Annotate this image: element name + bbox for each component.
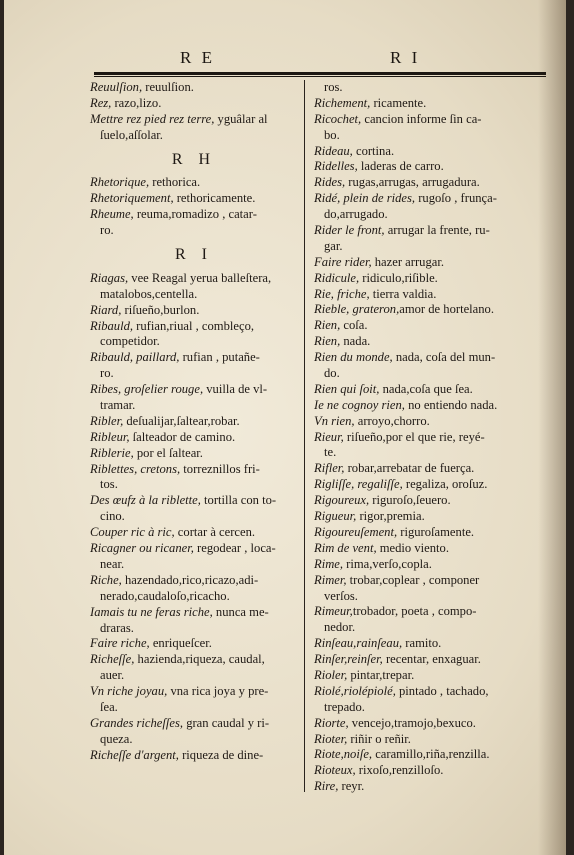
definition: auer. [100, 668, 125, 683]
definition: vuilla de vl- [203, 382, 268, 397]
entry-line [90, 557, 298, 573]
header-rule [94, 72, 546, 75]
entry-line [314, 589, 526, 605]
running-header [4, 48, 566, 72]
entry-line [314, 541, 526, 557]
entry-line [90, 80, 298, 96]
entry-line [90, 287, 298, 303]
headword: Mettre rez pied rez terre, [90, 111, 215, 126]
headword: Ribes, groſelier rouge, [90, 382, 204, 397]
headword: Rinſer,reinſer, [314, 652, 383, 667]
headword: Iamais tu ne feras riche, [90, 604, 213, 619]
headword: Riblettes, cretons, [90, 461, 181, 476]
definition: ſuelo,aſſolar. [100, 127, 163, 142]
definition: ramito. [402, 636, 442, 651]
entry-line [314, 525, 526, 541]
entry-line [314, 779, 526, 795]
entry-line [314, 207, 526, 223]
entry-line [314, 255, 526, 271]
entry-line [314, 287, 526, 303]
definition: amor de hortelano. [399, 302, 495, 317]
headword: Riote,noiſe, [314, 747, 373, 762]
headword: Rigliſſe, regaliſſe, [314, 477, 403, 492]
entry-line [314, 128, 526, 144]
headword: Rioteux, [314, 763, 356, 778]
headword: Riblerie, [90, 445, 134, 460]
headword: Rire, [314, 779, 339, 794]
headword: Rien, [314, 318, 341, 333]
entry-line [314, 716, 526, 732]
headword: Rifler, [314, 461, 345, 476]
headword: Rigoureux, [314, 493, 370, 508]
definition: medio viento. [376, 540, 449, 555]
headword: Ridé, plein de rides, [314, 191, 416, 206]
headword: Faire riche, [90, 636, 150, 651]
definition: reyr. [338, 779, 365, 794]
headword: Grandes richeſſes, [90, 715, 184, 730]
entry-line [314, 350, 526, 366]
headword: Rides, [314, 175, 346, 190]
definition: nunca me- [212, 604, 269, 619]
definition: riqueza de dine- [178, 747, 264, 762]
definition: ricamente. [370, 95, 427, 110]
definition: torreznillos fri- [180, 461, 260, 476]
definition: bo. [324, 127, 340, 142]
definition: gar. [324, 238, 343, 253]
headword: Rie, friche, [314, 286, 370, 301]
definition: tramar. [100, 398, 136, 413]
headword: Ricagner ou ricaner, [90, 541, 194, 556]
entry-line [314, 763, 526, 779]
entry-line [314, 159, 526, 175]
entry-line [314, 445, 526, 461]
entry-line [314, 112, 526, 128]
headword: Ribler, [90, 413, 124, 428]
headword: Rimer, [314, 572, 347, 587]
entry-line [90, 684, 298, 700]
right-column [314, 80, 526, 795]
definition: matalobos,centella. [100, 286, 198, 301]
definition: tortilla con to- [200, 493, 277, 508]
entry-line [314, 96, 526, 112]
definition: nada,coſa que ſea. [379, 381, 473, 396]
headword: Rhetorique, [90, 175, 150, 190]
headword: Des œufz à la riblette, [90, 493, 201, 508]
definition: deſualijar,ſaltear,robar. [123, 413, 240, 428]
headword: Rinſeau,rainſeau, [314, 636, 403, 651]
entry-line [314, 144, 526, 160]
definition: trobador, poeta , compo- [352, 604, 477, 619]
definition: regaliza, oroſuz. [402, 477, 488, 492]
definition: recentar, enxaguar. [382, 652, 481, 667]
entry-line [90, 668, 298, 684]
entry-line [90, 589, 298, 605]
definition: hazendado,rico,ricazo,adi- [121, 572, 259, 587]
headword: Ribauld, paillard, [90, 350, 180, 365]
entry-line [90, 112, 298, 128]
header-left: R E [180, 48, 215, 67]
definition: rima,verſo,copla. [343, 556, 432, 571]
entry-line [90, 398, 298, 414]
definition: nedor. [324, 620, 356, 635]
definition: ſalteador de camino. [129, 429, 236, 444]
headword: Vn rien, [314, 413, 355, 428]
headword: Rioter, [314, 731, 348, 746]
entry-line [90, 748, 298, 764]
definition: riñir o reñir. [347, 731, 411, 746]
entry-line [90, 191, 298, 207]
definition: nada, coſa del mun- [392, 350, 496, 365]
headword: Riolé,riolépiolé, [314, 683, 396, 698]
headword: Rioler, [314, 667, 348, 682]
entry-line [90, 382, 298, 398]
entry-line [314, 700, 526, 716]
definition: competidor. [100, 334, 160, 349]
definition: trobar,coplear , componer [346, 572, 480, 587]
definition: robar,arrebatar de fuerça. [344, 461, 475, 476]
spine-shadow [538, 0, 566, 855]
headword: Ribauld, [90, 318, 134, 333]
entry-line [314, 684, 526, 700]
entry-line [90, 207, 298, 223]
definition: riſueño,burlon. [121, 302, 200, 317]
entry-line [90, 462, 298, 478]
headword: Rim de vent, [314, 540, 377, 555]
entry-line [314, 366, 526, 382]
definition: ro. [100, 223, 114, 238]
definition: draras. [100, 620, 134, 635]
definition: enriqueſcer. [149, 636, 212, 651]
entry-line [90, 732, 298, 748]
definition: riguroſo,ſeuero. [369, 493, 451, 508]
entry-line [314, 302, 526, 318]
definition: no entiendo nada. [404, 397, 498, 412]
definition: pintado , tachado, [395, 683, 489, 698]
entry-line [90, 477, 298, 493]
entry-line [90, 573, 298, 589]
definition: ridiculo,riſible. [359, 270, 438, 285]
definition: vee Reagal yerua balleſtera, [128, 270, 272, 285]
header-right: R I [390, 48, 421, 67]
entry-line [90, 493, 298, 509]
entry-line [314, 461, 526, 477]
definition: rixoſo,renzilloſo. [355, 763, 444, 778]
headword: Richement, [314, 95, 371, 110]
entry-line [314, 223, 526, 239]
entry-line [314, 414, 526, 430]
definition: ros. [324, 80, 343, 94]
definition: rufian,riual , combleço, [133, 318, 255, 333]
definition: hazer arrugar. [371, 254, 444, 269]
headword: Riagas, [90, 270, 129, 285]
entry-line [314, 430, 526, 446]
entry-line [90, 446, 298, 462]
headword: Rieur, [314, 429, 344, 444]
definition: reuulſion. [142, 80, 194, 94]
definition: cino. [100, 509, 125, 524]
entry-line [314, 509, 526, 525]
definition: vencejo,tramojo,bexuco. [348, 715, 476, 730]
definition: arroyo,chorro. [354, 413, 430, 428]
headword: Ricochet, [314, 111, 362, 126]
headword: Ie ne cognoy rien, [314, 397, 405, 412]
definition: cortina. [352, 143, 395, 158]
entry-line [90, 414, 298, 430]
entry-line [314, 175, 526, 191]
definition: do. [324, 366, 340, 381]
definition: do,arrugado. [324, 207, 388, 222]
definition: verſos. [324, 588, 358, 603]
entry-line [90, 541, 298, 557]
definition: tierra valdia. [369, 286, 437, 301]
definition: rugoſo , frunça- [415, 191, 497, 206]
definition: rugas,arrugas, arrugadura. [345, 175, 480, 190]
definition: caramillo,riña,renzilla. [372, 747, 490, 762]
column-divider [304, 80, 305, 792]
definition: rethorica. [149, 175, 201, 190]
definition: tos. [100, 477, 118, 492]
entry-line [314, 239, 526, 255]
definition: yguâlar al [214, 111, 268, 126]
definition: near. [100, 556, 125, 571]
entry-line [314, 191, 526, 207]
entry-line [90, 525, 298, 541]
headword: Ridelles, [314, 159, 358, 174]
entry-line [90, 366, 298, 382]
entry-line [314, 636, 526, 652]
definition: ro. [100, 366, 114, 381]
entry-line [314, 747, 526, 763]
entry-line [314, 334, 526, 350]
headword: Richeſſe, [90, 652, 135, 667]
entry-line [90, 319, 298, 335]
headword: Rimeur, [314, 604, 353, 619]
headword: Ribleur, [90, 429, 130, 444]
entry-line [90, 223, 298, 239]
header-rule-thin [94, 76, 546, 77]
entry-line [90, 636, 298, 652]
headword: Ridicule, [314, 270, 360, 285]
headword: Rigoureuſement, [314, 524, 398, 539]
headword: Rheume, [90, 207, 134, 222]
definition: arrugar la frente, ru- [384, 223, 490, 238]
headword: Rigueur, [314, 509, 357, 524]
entry-line [90, 621, 298, 637]
headword: Rider le front, [314, 223, 385, 238]
entry-line [90, 605, 298, 621]
definition: rethoricamente. [173, 191, 256, 206]
entry-line [314, 652, 526, 668]
entry-line [314, 620, 526, 636]
headword: Rien qui ſoit, [314, 381, 380, 396]
definition: gran caudal y ri- [183, 715, 270, 730]
entry-line [314, 493, 526, 509]
definition: rufian , putañe- [179, 350, 260, 365]
entry-line [314, 604, 526, 620]
headword: Rime, [314, 556, 344, 571]
headword: Couper ric à ric, [90, 525, 175, 540]
entry-line [314, 318, 526, 334]
headword: Rieble, grateron, [314, 302, 400, 317]
headword: Rhetoriquement, [90, 191, 174, 206]
entry-line [314, 668, 526, 684]
entry-line [314, 573, 526, 589]
headword: Rideau, [314, 143, 353, 158]
definition: hazienda,riqueza, caudal, [134, 652, 265, 667]
entry-line [90, 271, 298, 287]
headword: Vn riche joyau, [90, 684, 168, 699]
entry-line [90, 96, 298, 112]
definition: nada. [340, 334, 371, 349]
definition: vna rica joya y pre- [167, 684, 269, 699]
definition: te. [324, 445, 337, 460]
definition: regodear , loca- [193, 541, 276, 556]
definition: riſueño,por el que rie, reyé- [343, 429, 485, 444]
left-column [90, 80, 298, 764]
headword: Riche, [90, 572, 122, 587]
headword: Riorte, [314, 715, 349, 730]
definition: queza. [100, 731, 133, 746]
entry-line [314, 271, 526, 287]
definition: ſea. [100, 699, 118, 714]
definition: coſa. [340, 318, 368, 333]
headword: Riard, [90, 302, 122, 317]
definition: reuma,romadizo , catar- [133, 207, 257, 222]
definition: trepado. [324, 699, 365, 714]
entry-line [90, 716, 298, 732]
definition: laderas de carro. [357, 159, 444, 174]
headword: Rez, [90, 95, 112, 110]
headword: Faire rider, [314, 254, 372, 269]
headword: Reuulſion, [90, 80, 143, 94]
headword: Rien du monde, [314, 350, 393, 365]
section-heading: R I [175, 246, 213, 264]
entry-line [314, 477, 526, 493]
entry-line [90, 430, 298, 446]
definition: razo,lizo. [111, 95, 162, 110]
headword: Rien, [314, 334, 341, 349]
entry-line [314, 382, 526, 398]
entry-line [90, 334, 298, 350]
definition: nerado,caudaloſo,ricacho. [100, 588, 230, 603]
entry-line [90, 128, 298, 144]
entry-line [90, 509, 298, 525]
definition: cortar à cercen. [174, 525, 256, 540]
entry-line [90, 175, 298, 191]
entry-line [314, 398, 526, 414]
headword: Richeſſe d'argent, [90, 747, 179, 762]
entry-line [314, 732, 526, 748]
section-heading: R H [171, 150, 217, 168]
definition: riguroſamente. [397, 524, 475, 539]
definition: rigor,premia. [356, 509, 425, 524]
entry-line [314, 557, 526, 573]
definition: por el ſaltear. [133, 445, 203, 460]
entry-line [90, 652, 298, 668]
entry-line [90, 350, 298, 366]
definition: cancion informe ſin ca- [361, 111, 482, 126]
entry-line [90, 303, 298, 319]
entry-line [90, 700, 298, 716]
dictionary-page [4, 0, 566, 855]
entry-line [314, 80, 526, 96]
definition: pintar,trepar. [347, 667, 415, 682]
